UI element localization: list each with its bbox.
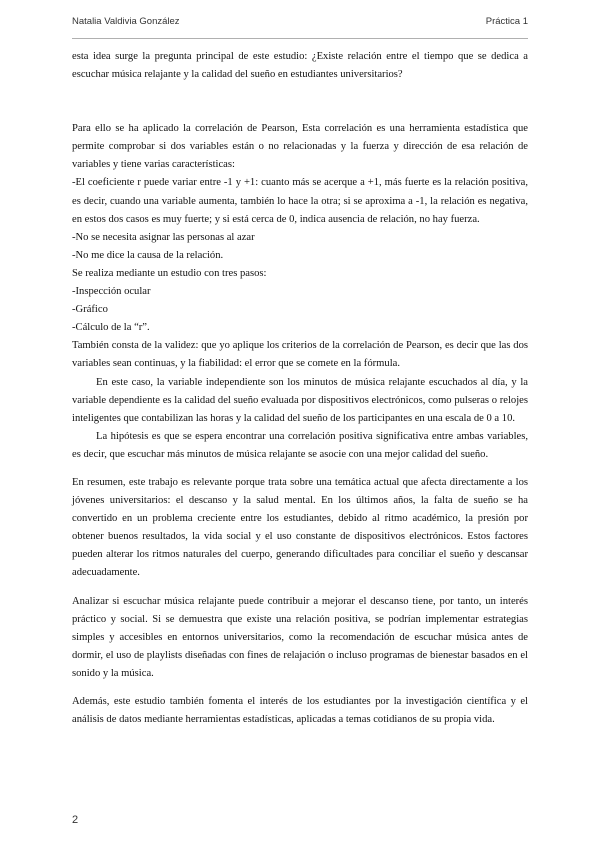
characteristic-random: -No se necesita asignar las personas al azar: [72, 231, 255, 243]
characteristic-coefficient: -El coeficiente r puede variar entre -1 y +1: cuanto más se acerque a +1, más fuerte es la relación positiva, es decir, cuando una variable aumenta, también lo hace la otra; si se aproxima a -1, la relación es negativa, en estos dos casos es muy fuerte; y si está cerca de 0, indica ausencia de relación, no hay fuerza.: [72, 177, 528, 225]
paragraph-analysis: Analizar si escuchar música relajante puede contribuir a mejorar el descanso tiene, por tanto, un interés práctico y social. Si se demuestra que existe una relación positiva, se podrían implementar estrategias simples y accesibles en entornos universitarios, como la recomendación de escuchar música antes de dormir, el uso de playlists diseñadas con fines de relajación o incluso programas de bienestar basados en el sonido y la música.: [72, 595, 528, 679]
step-graph: -Gráfico: [72, 304, 108, 316]
paragraph-summary: En resumen, este trabajo es relevante porque trata sobre una temática actual que afecta directamente a los jóvenes universitarios: el descanso y la salud mental. En los últimos años, la falta de sueño se ha convertido en un problema creciente entre los estudiantes, debido al ritmo académico, la presión por obtener buenos resultados, la vida social y el uso constante de dispositivos electrónicos. Estos factores pueden alterar los ritmos naturales del cuerpo, generando dificultades para conciliar el sueño y descansar adecuadamente.: [72, 476, 528, 579]
header-divider: [72, 38, 528, 39]
page-header: [72, 16, 528, 30]
header-title: Práctica 1: [485, 16, 528, 27]
paragraph-also: Además, este estudio también fomenta el interés de los estudiantes por la investigación científica y el análisis de datos mediante herramientas estadísticas, aplicadas a temas cotidianos de su propia vida.: [72, 696, 528, 726]
characteristic-cause: -No me dice la causa de la relación.: [72, 249, 224, 261]
step-calculation: -Cálculo de la “r”.: [72, 322, 150, 334]
header-author: Natalia Valdivia González: [72, 16, 180, 27]
paragraph-validity: También consta de la validez: que yo aplique los criterios de la correlación de Pearson, es decir que las dos variables sean continuas, y la fiabilidad: el error que se comete en la fórmula.: [72, 340, 528, 370]
page-number: 2: [72, 814, 79, 826]
step-inspection: -Inspección ocular: [72, 286, 151, 298]
paragraph-variables: En este caso, la variable independiente son los minutos de música relajante escuchados al día, y la variable dependiente es la calidad del sueño evaluada por dispositivos electrónicos, como pulseras o relojes inteligentes que contabilizan las horas y la calidad del sueño de los participantes en una escala de 0 a 10.: [72, 376, 528, 424]
document-body: [72, 48, 528, 729]
paragraph-hypothesis: La hipótesis es que se espera encontrar una correlación positiva significativa entre ambas variables, es decir, que escuchar más minutos de música relajante se asocie con una mejor calidad del sueño.: [72, 430, 528, 460]
paragraph-intro: esta idea surge la pregunta principal de este estudio: ¿Existe relación entre el tiempo que se dedica a escuchar música relajante y la calidad del sueño en estudiantes universitarios?: [72, 51, 528, 81]
steps-intro: Se realiza mediante un estudio con tres pasos:: [72, 267, 267, 279]
paragraph-pearson: Para ello se ha aplicado la correlación de Pearson, Esta correlación es una herramienta estadística que permite comprobar si dos variables están o no relacionadas y la fuerza y dirección de esa relación de variables y tiene varias características:: [72, 123, 528, 171]
